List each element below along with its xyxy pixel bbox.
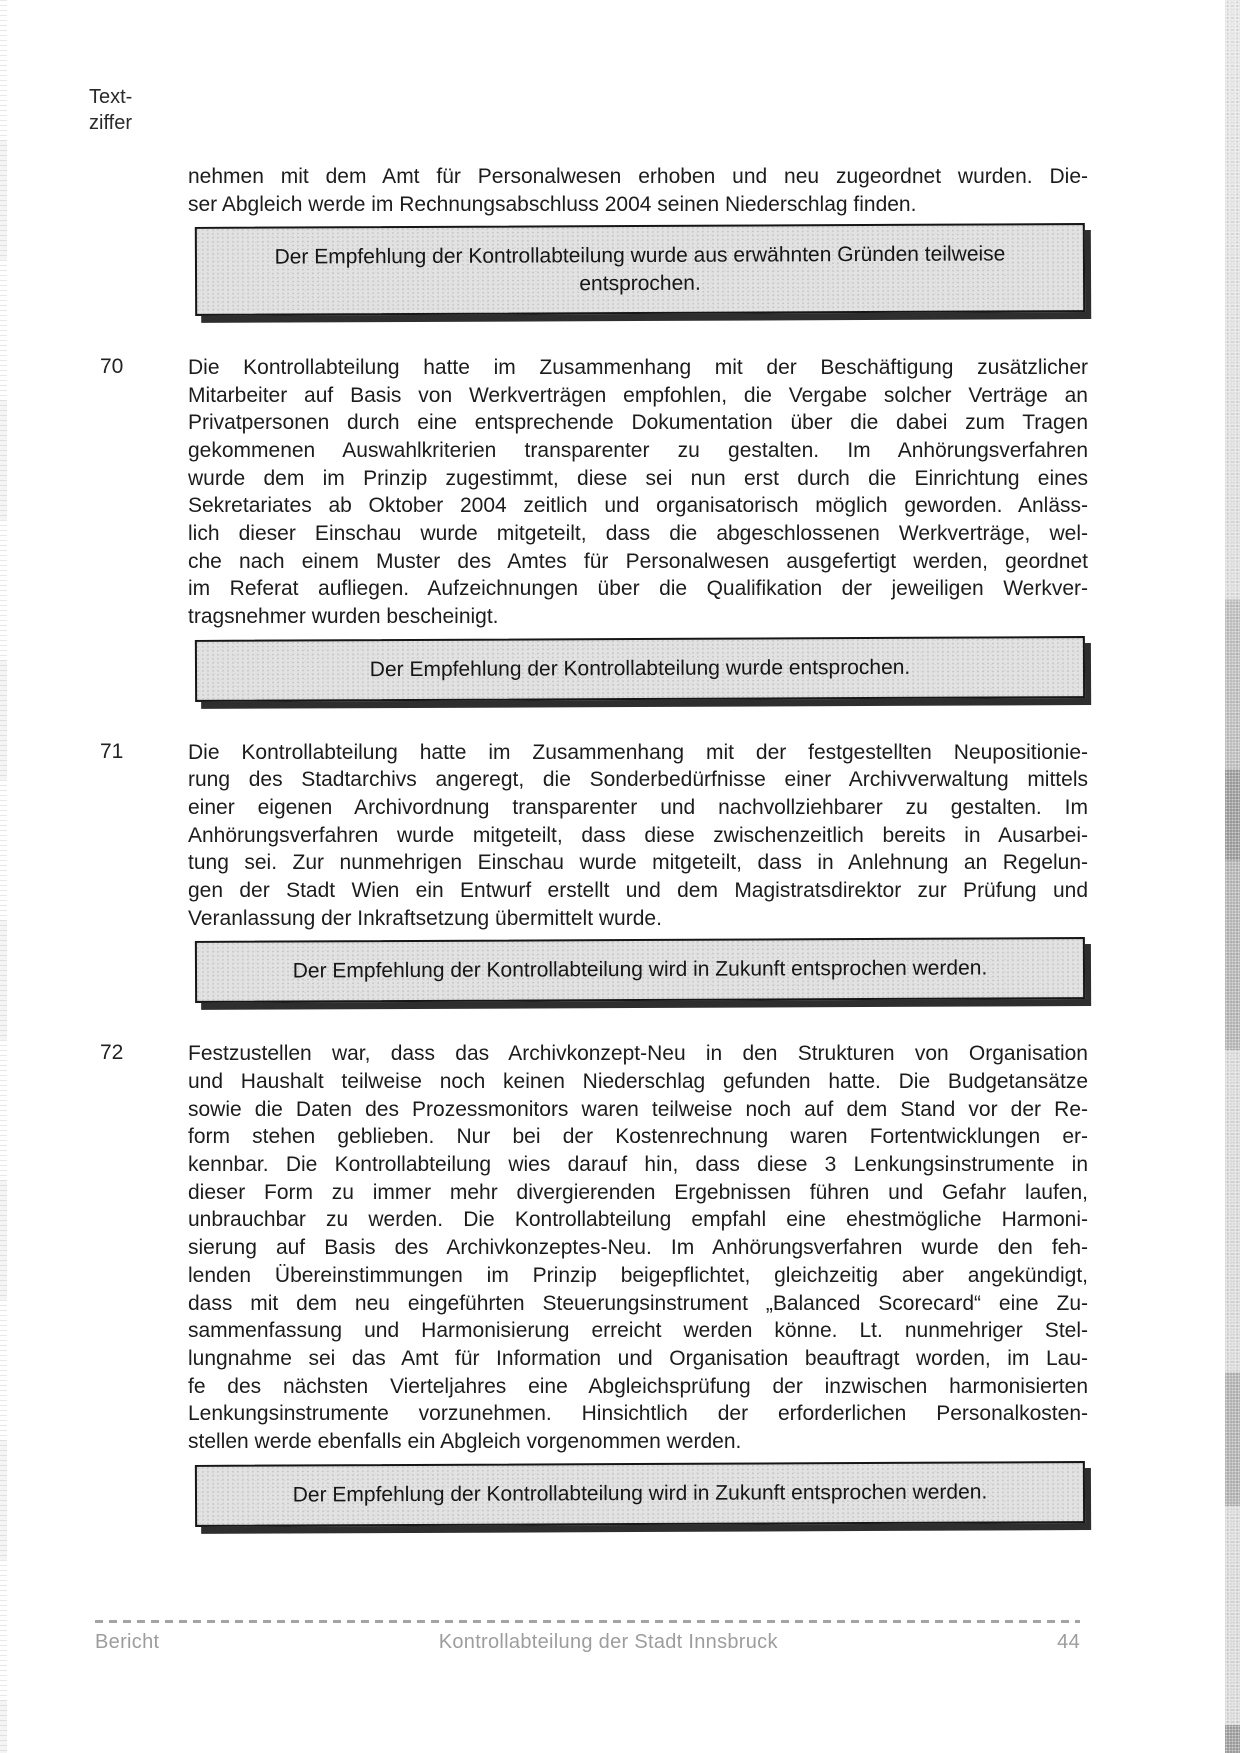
text-line: fe des nächsten Vierteljahres eine Abgleichsprüfung der inzwischen harmonisierten xyxy=(188,1374,1088,1398)
text-line: Die Kontrollabteilung hatte im Zusammenhang mit der Beschäftigung zusätzlicher xyxy=(188,355,1088,379)
text-line: gekommenen Auswahlkriterien transparenter zu gestalten. Im Anhörungsverfahren xyxy=(188,438,1088,462)
text-line: gen der Stadt Wien ein Entwurf erstellt und dem Magistratsdirektor zur Prüfung und xyxy=(188,879,1088,903)
text-line: dieser Form zu immer mehr divergierenden Ergebnissen führen und Gefahr laufen, xyxy=(188,1180,1088,1204)
text-line: einer eigenen Archivordnung transparenter und nachvollziehbarer zu gestalten. Im xyxy=(188,795,1088,819)
text-line: tung sei. Zur nunmehrigen Einschau wurde mitgeteilt, dass in Anlehnung an Regelun- xyxy=(188,851,1088,875)
text-line: Veranlassung der Inkraftsetzung übermittelt wurde. xyxy=(188,906,662,930)
text-line: stellen werde ebenfalls ein Abgleich vorgenommen werden. xyxy=(188,1430,742,1454)
text-line: Die Kontrollabteilung hatte im Zusammenhang mit der festgestellten Neupositionie- xyxy=(188,740,1088,764)
paragraph-70 xyxy=(100,354,1088,631)
text-line: lungnahme sei das Amt für Information und Organisation beauftragt worden, im Lau- xyxy=(188,1346,1088,1370)
column-header-line1: Text- xyxy=(89,86,133,108)
scan-artifact-left xyxy=(0,0,7,1753)
paragraph-number: 72 xyxy=(100,1041,124,1065)
text-line: sowie die Daten des Prozessmonitors waren teilweise noch auf dem Stand vor der Re- xyxy=(188,1097,1088,1121)
text-line: kennbar. Die Kontrollabteilung wies darauf hin, dass diese 3 Lenkungsinstrumente in xyxy=(188,1152,1088,1176)
recommendation-box xyxy=(195,636,1085,702)
text-line: sammenfassung und Harmonisierung erreicht werden könne. Lt. nunmehriger Stel- xyxy=(188,1319,1088,1343)
text-line: form stehen geblieben. Nur bei der Kostenrechnung waren Fortentwicklungen er- xyxy=(188,1125,1088,1149)
recommendation-box xyxy=(195,223,1085,316)
text-line: wurde dem im Prinzip zugestimmt, diese sei nun erst durch die Einrichtung eines xyxy=(188,466,1088,490)
paragraph-lines xyxy=(188,1040,1088,1456)
recommendation-box xyxy=(195,938,1085,1004)
paragraph-number: 71 xyxy=(100,739,124,763)
recommendation-text: Der Empfehlung der Kontrollabteilung wird in Zukunft entsprochen werden. xyxy=(292,956,988,983)
column-header-textziffer xyxy=(89,84,132,136)
paragraph-lines xyxy=(188,163,1088,218)
text-line: Anhörungsverfahren wurde mitgeteilt, dass diese zwischenzeitlich bereits in Ausarbei- xyxy=(188,823,1088,847)
paragraph-lines xyxy=(188,354,1088,631)
text-line: rung des Stadtarchivs angeregt, die Sonderbedürfnisse einer Archivverwaltung mittels xyxy=(188,768,1088,792)
paragraph-lines xyxy=(188,739,1088,933)
text-line: tragsnehmer wurden bescheinigt. xyxy=(188,605,499,629)
paragraph-intro xyxy=(188,163,1088,218)
paragraph-72 xyxy=(100,1040,1088,1456)
footer-dashed-divider xyxy=(95,1620,1080,1623)
text-line: Sekretariates ab Oktober 2004 zeitlich und organisatorisch möglich geworden. Anläss- xyxy=(188,494,1088,518)
text-line: Mitarbeiter auf Basis von Werkverträgen empfohlen, die Vergabe solcher Verträge an xyxy=(188,383,1088,407)
text-line: Privatpersonen durch eine entsprechende Dokumentation über die dabei zum Tragen xyxy=(188,411,1088,435)
footer xyxy=(95,1631,1080,1654)
text-line: ser Abgleich werde im Rechnungsabschluss 2004 seinen Niederschlag finden. xyxy=(188,192,917,216)
recommendation-text: Der Empfehlung der Kontrollabteilung wird in Zukunft entsprochen werden. xyxy=(292,1480,988,1507)
column-header-line2: ziffer xyxy=(89,112,132,134)
recommendation-box xyxy=(195,1461,1085,1527)
text-line: lich dieser Einschau wurde mitgeteilt, dass die abgeschlossenen Werkverträge, wel- xyxy=(188,522,1088,546)
recommendation-text: Der Empfehlung der Kontrollabteilung wurde entsprochen. xyxy=(369,655,911,682)
text-line: sierung auf Basis des Archivkonzeptes-Neu. Im Anhörungsverfahren wurde den feh- xyxy=(188,1236,1088,1260)
footer-department-label: Kontrollabteilung der Stadt Innsbruck xyxy=(438,1631,778,1653)
footer-report-label: Bericht xyxy=(95,1631,160,1653)
text-line: Festzustellen war, dass das Archivkonzept-Neu in den Strukturen von Organisation xyxy=(188,1042,1088,1066)
text-line: lenden Übereinstimmungen im Prinzip beigepflichtet, gleichzeitig aber angekündigt, xyxy=(188,1263,1088,1287)
footer-page-number: 44 xyxy=(1057,1631,1080,1653)
text-line: nehmen mit dem Amt für Personalwesen erhoben und neu zugeordnet wurden. Die- xyxy=(188,165,1088,188)
text-line: und Haushalt teilweise noch keinen Niederschlag gefunden hatte. Die Budgetansätze xyxy=(188,1069,1088,1093)
text-line: Lenkungsinstrumente vorzunehmen. Hinsichtlich der erforderlichen Personalkosten- xyxy=(188,1402,1088,1426)
paragraph-number: 70 xyxy=(100,354,124,378)
recommendation-text: Der Empfehlung der Kontrollabteilung wurde aus erwähnten Gründen teilweise entsprochen. xyxy=(274,242,1006,296)
scan-artifact-right xyxy=(1225,0,1240,1753)
text-line: dass mit dem neu eingeführten Steuerungsinstrument „Balanced Scorecard“ eine Zu- xyxy=(188,1291,1088,1315)
paragraph-71 xyxy=(100,739,1088,933)
text-line: che nach einem Muster des Amtes für Personalwesen ausgefertigt werden, geordnet xyxy=(188,549,1088,573)
text-line: im Referat aufliegen. Aufzeichnungen über die Qualifikation der jeweiligen Werkver- xyxy=(188,577,1088,601)
text-line: unbrauchbar zu werden. Die Kontrollabteilung empfahl eine ehestmögliche Harmoni- xyxy=(188,1208,1088,1232)
